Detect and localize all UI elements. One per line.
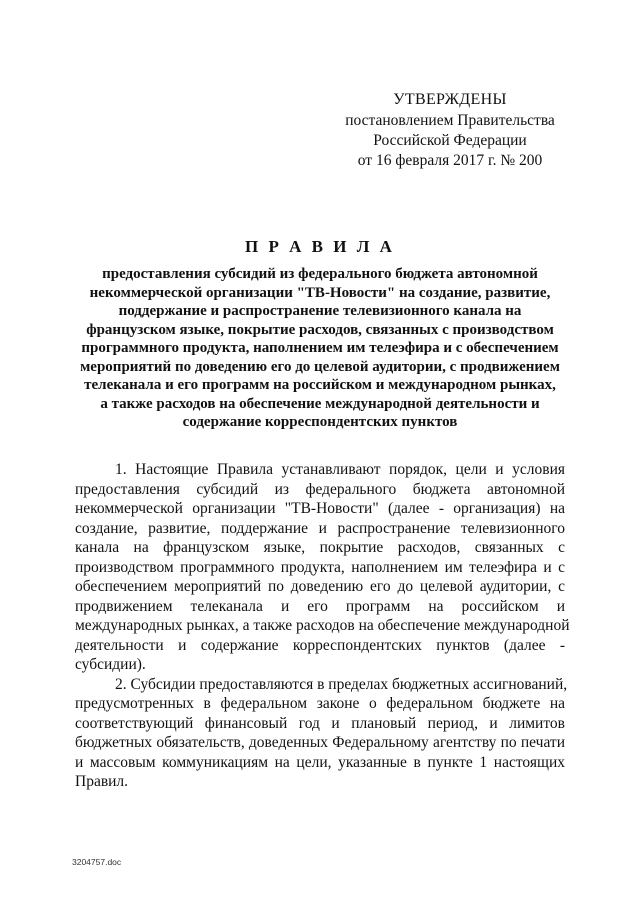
approval-line-date-number: от 16 февраля 2017 г. № 200	[357, 152, 543, 169]
paragraph-line: создание, развитие, поддержание и распространение телевизионного	[75, 519, 565, 537]
paragraph-line: предусмотренных в федеральном законе о федеральном бюджете на	[75, 695, 565, 712]
paragraph-line: бюджетных обязательств, доведенных Федеральному агентству по печати	[75, 734, 565, 751]
paragraph-line: 1. Настоящие Правила устанавливают порядок, цели и условия	[115, 461, 565, 478]
subtitle-line: программного продукта, наполнением им телеэфира и с обеспечением	[81, 340, 559, 356]
approval-line-country: Российской Федерации	[373, 132, 527, 149]
subtitle-line: поддержание и распространение телевизионного канала на	[118, 303, 522, 319]
document-body	[75, 460, 570, 792]
paragraph-line: субсидии).	[75, 656, 146, 673]
paragraph-line: Правил.	[75, 773, 129, 790]
subtitle-line: содержание корреспондентских пунктов	[182, 414, 458, 430]
paragraph-line: обеспечением мероприятий по доведению его до целевой аудитории, с	[75, 578, 565, 595]
paragraph-2	[75, 675, 568, 792]
paragraph-line: и массовым коммуникациям на цели, указанные в пункте 1 настоящих	[75, 753, 565, 771]
paragraph-line: канала на французском языке, покрытие расходов, связанных с	[75, 539, 565, 556]
paragraph-line: предоставления субсидий из федерального бюджета автономной	[75, 480, 565, 498]
document-title: П Р А В И Л А	[245, 237, 395, 256]
paragraph-line: соответствующий финансовый год и плановый период, и лимитов	[75, 714, 565, 732]
subtitle-line: предоставления субсидий из федерального бюджета автономной	[102, 266, 538, 282]
paragraph-line: 2. Субсидии предоставляются в пределах бюджетных ассигнований,	[115, 675, 568, 693]
subtitle-line: телеканала и его программ на российском и международном рынках,	[84, 377, 556, 393]
paragraph-line: производством программного продукта, наполнением им телеэфира и с	[75, 558, 565, 576]
paragraph-line: деятельности и содержание корреспондентских пунктов (далее -	[75, 636, 565, 654]
approval-line-resolution: постановлением Правительства	[345, 112, 555, 129]
paragraph-1	[75, 460, 570, 675]
paragraph-line: продвижением телеканала и его программ на российском и	[75, 597, 565, 615]
document-subtitle	[70, 265, 570, 432]
approval-stamp	[340, 90, 560, 171]
paragraph-line: международных рынках, а также расходов на обеспечение международной	[75, 617, 570, 634]
approved-heading: УТВЕРЖДЕНЫ	[393, 91, 507, 108]
subtitle-line: французском языке, покрытие расходов, связанных с производством	[86, 321, 554, 338]
file-reference: 3204757.doc	[72, 857, 122, 867]
subtitle-line: некоммерческой организации "ТВ-Новости" на создание, развитие,	[89, 284, 551, 301]
subtitle-line: а также расходов на обеспечение международной деятельности и	[100, 395, 540, 412]
subtitle-line: мероприятий по доведению его до целевой аудитории, с продвижением	[80, 358, 560, 375]
paragraph-line: некоммерческой организации "ТВ-Новости" (далее - организация) на	[75, 500, 565, 517]
